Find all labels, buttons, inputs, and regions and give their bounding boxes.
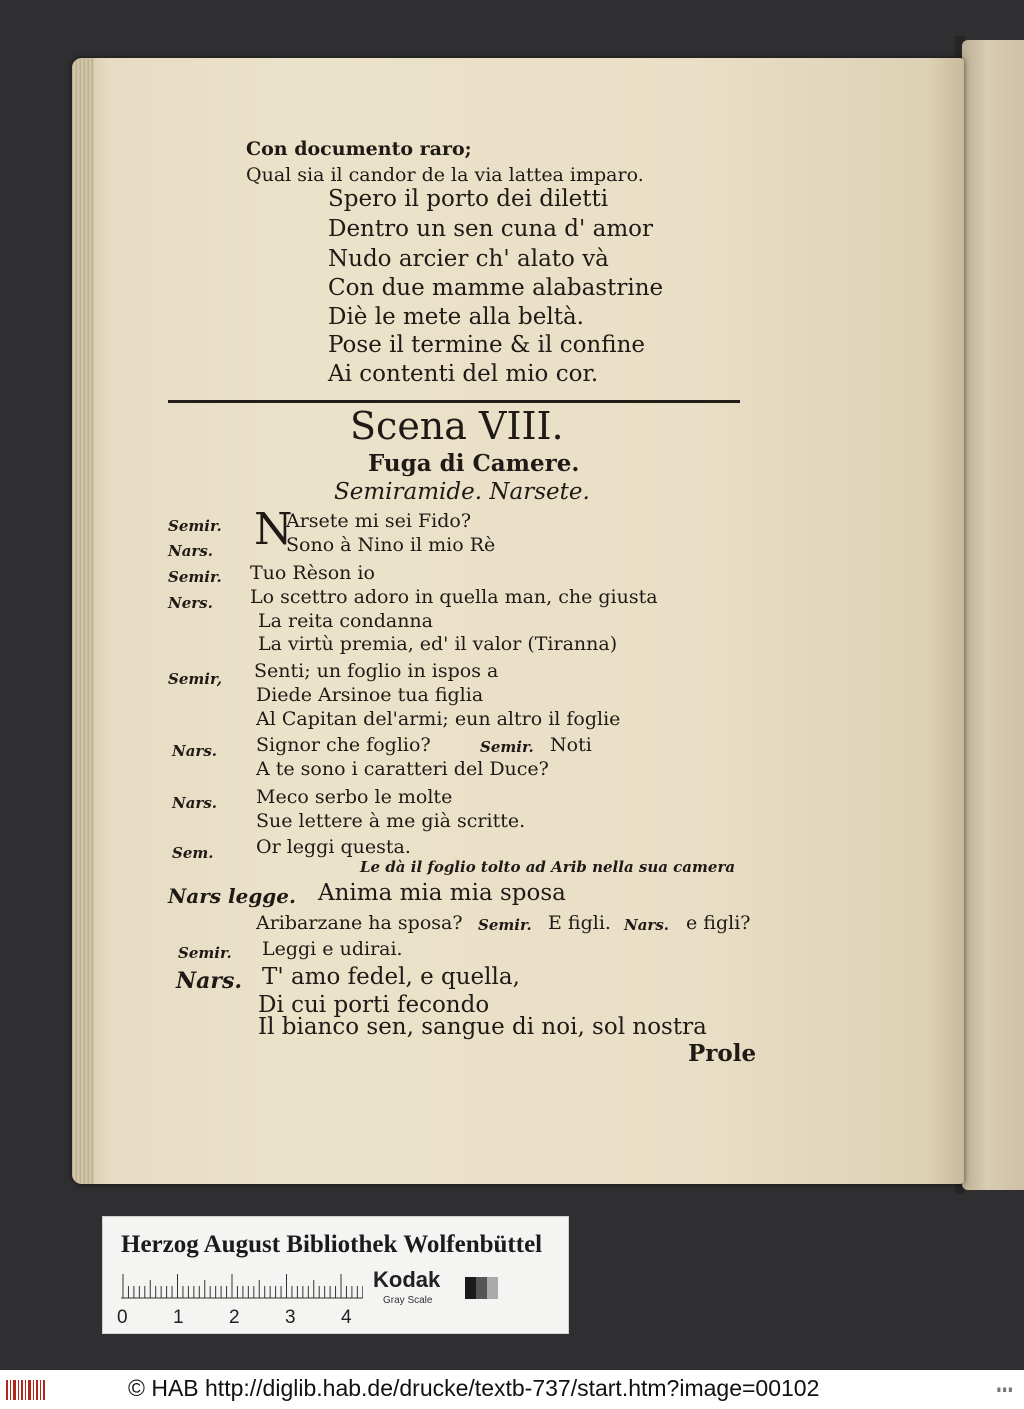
ruler-number: 0 — [117, 1307, 128, 1328]
dialogue-line: Meco serbo le molte — [256, 786, 453, 808]
dialogue-line: Al Capitan del'armi; eun altro il foglie — [256, 708, 621, 730]
aside-speaker-label: Semir. — [478, 916, 532, 934]
speaker-label: Sem. — [172, 844, 214, 862]
stage-direction: Le dà il foglio tolto ad Arib nella sua camera — [360, 858, 736, 876]
ruler-number: 2 — [229, 1307, 240, 1328]
library-label — [102, 1216, 569, 1334]
verse-line: Spero il porto dei diletti — [328, 186, 609, 212]
copyright-url: © HAB http://diglib.hab.de/drucke/textb-737/start.htm?image=00102 — [128, 1375, 820, 1401]
ruler-scale — [121, 1273, 363, 1299]
catchword: Prole — [688, 1040, 757, 1067]
page-edge — [72, 58, 94, 1184]
ruler-number: 1 — [173, 1307, 184, 1328]
dialogue-line: Tuo Rèson io — [250, 562, 375, 584]
speaker-label: Semir. — [178, 944, 232, 962]
speaker-label: Semir, — [168, 670, 222, 688]
verse-line: Con due mamme alabastrine — [328, 275, 664, 301]
verse-line: Nudo arcier ch' alato và — [328, 246, 609, 272]
dialogue-line: Il bianco sen, sangue di noi, sol nostra — [258, 1014, 707, 1040]
dialogue-line: Lo scettro adoro in quella man, che giusta — [250, 586, 658, 608]
dialogue-line: Aribarzane ha sposa? — [256, 912, 463, 934]
speaker-label: Nars. — [176, 968, 242, 994]
aside-line: e figli? — [686, 912, 751, 934]
dialogue-line: Di cui porti fecondo — [258, 992, 490, 1018]
dialogue-line: Anima mia mia sposa — [318, 880, 566, 906]
ruler-number: 4 — [341, 1307, 352, 1328]
library-name: Herzog August Bibliothek Wolfenbüttel — [121, 1231, 543, 1258]
dialogue-line: T' amo fedel, e quella, — [262, 964, 520, 990]
verse-line: Diè le mete alla beltà. — [328, 304, 584, 330]
verse-line: Qual sia il candor de la via lattea imparo. — [246, 164, 644, 186]
verse-line: Pose il termine & il confine — [328, 332, 646, 358]
aside-line: Noti — [550, 734, 592, 756]
gray-swatch-black — [465, 1277, 476, 1299]
verse-line: Dentro un sen cuna d' amor — [328, 216, 653, 242]
footer-mark: ∎∎∎ — [996, 1384, 1014, 1394]
speaker-label: Semir. — [168, 568, 222, 586]
gray-swatch-dark — [476, 1277, 487, 1299]
speaker-label: Ners. — [168, 594, 213, 612]
barcode-icon — [6, 1378, 46, 1402]
speaker-label: Semir. — [168, 517, 222, 535]
speaker-label: Nars legge. — [168, 884, 296, 908]
scene-place: Fuga di Camere. — [368, 450, 580, 477]
dialogue-line: A te sono i caratteri del Duce? — [256, 758, 549, 780]
gray-swatch-light — [487, 1277, 498, 1299]
dialogue-line: Arsete mi sei Fido? — [286, 510, 472, 532]
speaker-label: Nars. — [168, 542, 213, 560]
ruler-number: 3 — [285, 1307, 296, 1328]
speaker-label: Nars. — [172, 794, 217, 812]
dialogue-line: Diede Arsinoe tua figlia — [256, 684, 484, 706]
dialogue-line: Sono à Nino il mio Rè — [286, 534, 496, 556]
kodak-logo: Kodak — [373, 1267, 441, 1292]
dialogue-line: La reita condanna — [258, 610, 433, 632]
dialogue-line: Sue lettere à me già scritte. — [256, 810, 526, 832]
dialogue-line: Senti; un foglio in ispos a — [254, 660, 499, 682]
dialogue-line: Signor che foglio? — [256, 734, 431, 756]
aside-line: E figli. — [548, 912, 611, 934]
aside-speaker-label: Nars. — [624, 916, 669, 934]
section-divider — [168, 400, 740, 403]
dialogue-line: Or leggi questa. — [256, 836, 411, 858]
speaker-label: Nars. — [172, 742, 217, 760]
dialogue-line: La virtù premia, ed' il valor (Tiranna) — [258, 633, 618, 655]
gray-scale-caption: Gray Scale — [383, 1295, 433, 1306]
drop-cap: N — [254, 504, 293, 555]
dialogue-line: Leggi e udirai. — [262, 938, 403, 960]
aside-speaker-label: Semir. — [480, 738, 534, 756]
scene-characters: Semiramide. Narsete. — [334, 479, 590, 505]
verse-line: Con documento raro; — [246, 138, 472, 160]
footer-bar — [0, 1370, 1024, 1409]
scene-title: Scena VIII. — [350, 404, 564, 448]
facing-page — [962, 40, 1024, 1190]
verse-line: Ai contenti del mio cor. — [328, 361, 599, 387]
